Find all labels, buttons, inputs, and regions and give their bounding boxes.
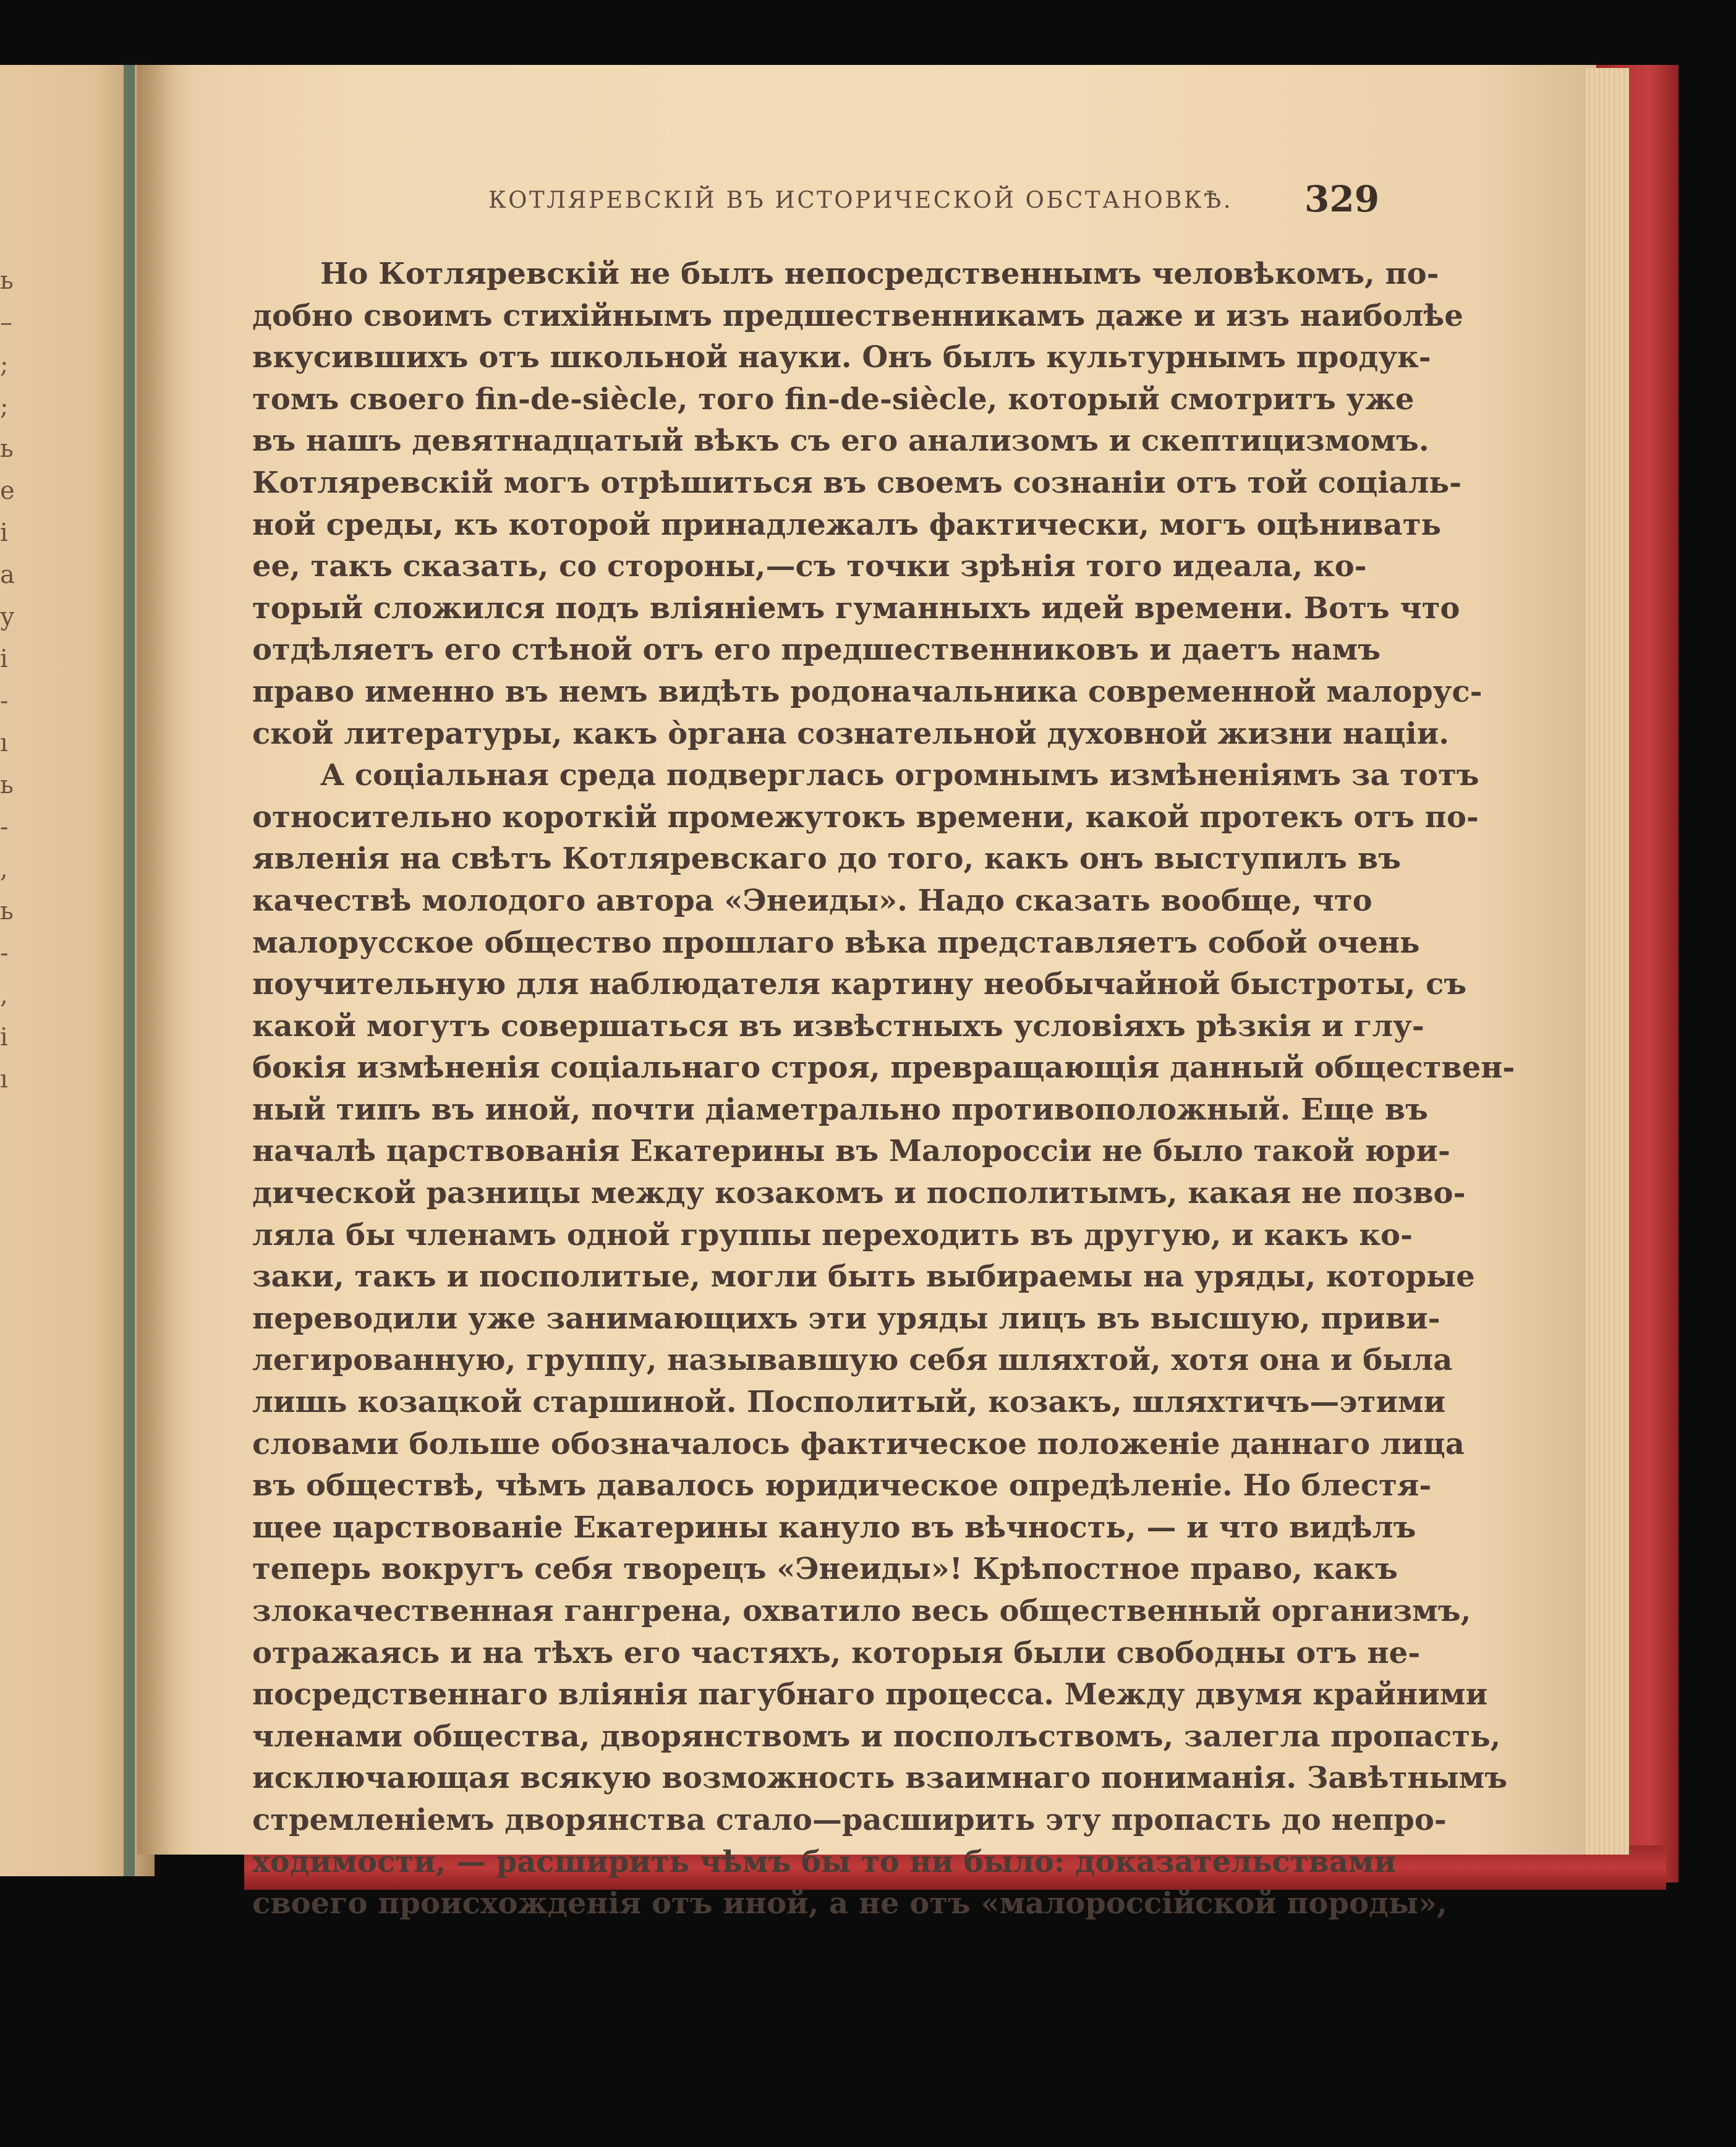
gutter-shadow (137, 65, 174, 1855)
text-line: посредственнаго вліянія пагубнаго процесса. Между двумя крайними (252, 1677, 1488, 1712)
text-line: томъ своего fin-de-siècle, того fin-de-siècle, который смотритъ уже (252, 381, 1415, 417)
left-page-text-fragments (0, 260, 16, 1100)
text-line: ее, такъ сказать, со стороны,—съ точки зрѣнія того идеала, ко- (252, 549, 1367, 584)
left-page-fragment: ; (0, 351, 9, 379)
left-page-fragment: – (0, 308, 12, 337)
left-page-fragment: , (0, 981, 8, 1010)
left-page-fragment: у (0, 603, 15, 631)
text-line: ходимости, — расширить чѣмъ бы то ни было: доказательствами (252, 1844, 1397, 1879)
left-page-fragment: ; (0, 393, 9, 421)
text-line: дической разницы между козакомъ и посполитымъ, какая не позво- (252, 1176, 1466, 1211)
text-line: явленія на свѣтъ Котляревскаго до того, какъ онъ выступилъ въ (252, 841, 1402, 877)
text-line: малорусское общество прошлаго вѣка представляетъ собой очень (252, 925, 1420, 960)
text-line: бокія измѣненія соціальнаго строя, превращающія данный обществен- (252, 1050, 1515, 1086)
text-line: лишь козацкой старшиной. Посполитый, козакъ, шляхтичъ—этими (252, 1385, 1446, 1420)
page-body-text (252, 253, 1515, 1925)
text-line: заки, такъ и посполитые, могли быть выбираемы на уряды, которые (252, 1259, 1475, 1295)
text-line: отражаясь и на тѣхъ его частяхъ, которыя были свободны отъ не- (252, 1635, 1421, 1670)
text-line: какой могутъ совершаться въ извѣстныхъ условіяхъ рѣзкія и глу- (252, 1008, 1424, 1044)
left-page-fragment: а (0, 561, 15, 589)
text-line: ляла бы членамъ одной группы переходить въ другую, и какъ ко- (252, 1217, 1413, 1252)
running-head: КОТЛЯРЕВСКІЙ ВЪ ИСТОРИЧЕСКОЙ ОБСТАНОВКѢ. (488, 187, 1233, 213)
text-line: исключающая всякую возможность взаимнаго пониманія. Завѣтнымъ (252, 1761, 1508, 1796)
text-line: ный типъ въ иной, почти діаметрально противоположный. Еще въ (252, 1092, 1428, 1127)
left-page-fragment: ı (0, 729, 8, 757)
left-page-fragment: ь (0, 771, 14, 799)
text-line: торый сложился подъ вліяніемъ гуманныхъ идей времени. Вотъ что (252, 590, 1460, 626)
text-line: вкусившихъ отъ школьной науки. Онъ былъ культурнымъ продук- (252, 340, 1431, 375)
text-line: началѣ царствованія Екатерины въ Малороссіи не было такой юри- (252, 1134, 1450, 1169)
text-line: Котляревскій могъ отрѣшиться въ своемъ сознаніи отъ той соціаль- (252, 465, 1462, 500)
left-page-fragment: - (0, 939, 9, 967)
text-line: право именно въ немъ видѣть родоначальника современной малорус- (252, 674, 1483, 709)
left-page-fragment: - (0, 813, 9, 841)
text-line: въ нашъ девятнадцатый вѣкъ съ его анализомъ и скептицизмомъ. (252, 423, 1429, 459)
text-line: относительно короткій промежутокъ времени, какой протекъ отъ по- (252, 799, 1479, 835)
left-page-fragment: ı (0, 1065, 8, 1094)
left-page-fragment: - (0, 687, 9, 715)
text-line: переводили уже занимающихъ эти уряды лицъ въ высшую, приви- (252, 1301, 1440, 1336)
text-line: ской литературы, какъ òргана сознательной духовной жизни націи. (252, 716, 1450, 751)
left-page-fragment: і (0, 645, 8, 673)
text-line: отдѣляетъ его стѣной отъ его предшественниковъ и даетъ намъ (252, 632, 1381, 668)
left-page-fragment: е (0, 477, 15, 505)
text-line: добно своимъ стихійнымъ предшественникамъ даже и изъ наиболѣе (252, 298, 1463, 333)
left-page-fragment: ь (0, 435, 14, 463)
left-page-fragment: ь (0, 897, 14, 925)
left-page-gutter (124, 65, 135, 1876)
text-line: злокачественная гангрена, охватило весь общественный организмъ, (252, 1594, 1471, 1628)
page-number: 329 (1304, 178, 1380, 220)
text-line: въ обществѣ, чѣмъ давалось юридическое опредѣленіе. Но блестя- (252, 1468, 1432, 1503)
left-page-fragment: , (0, 855, 8, 883)
text-line: качествѣ молодого автора «Энеиды». Надо сказать вообще, что (252, 883, 1372, 918)
left-page-fragment: і (0, 519, 8, 547)
text-line: своего происхожденія отъ иной, а не отъ «малороссійской породы», (252, 1886, 1447, 1921)
page-block-edges (1586, 68, 1629, 1855)
left-page-fragment: ь (0, 266, 14, 295)
text-line: Но Котляревскій не былъ непосредственнымъ человѣкомъ, по- (320, 257, 1439, 291)
text-line: легированную, группу, называвшую себя шляхтой, хотя она и была (252, 1343, 1453, 1378)
text-line: словами больше обозначалось фактическое положеніе даннаго лица (252, 1426, 1465, 1461)
text-line: А соціальная среда подверглась огромнымъ измѣненіямъ за тотъ (320, 758, 1479, 793)
text-line: ной среды, къ которой принадлежалъ фактически, могъ оцѣнивать (252, 507, 1442, 542)
left-page-fragment: і (0, 1023, 8, 1052)
text-line: теперь вокругъ себя творецъ «Энеиды»! Крѣпостное право, какъ (252, 1552, 1398, 1587)
text-line: щее царствованіе Екатерины кануло въ вѣчность, — и что видѣлъ (252, 1510, 1416, 1545)
text-line: поучительную для наблюдателя картину необычайной быстроты, съ (252, 967, 1467, 1002)
text-line: стремленіемъ дворянства стало—расширить эту пропасть до непро- (252, 1802, 1447, 1837)
text-line: членами общества, дворянствомъ и посполъствомъ, залегла пропасть, (252, 1719, 1501, 1754)
